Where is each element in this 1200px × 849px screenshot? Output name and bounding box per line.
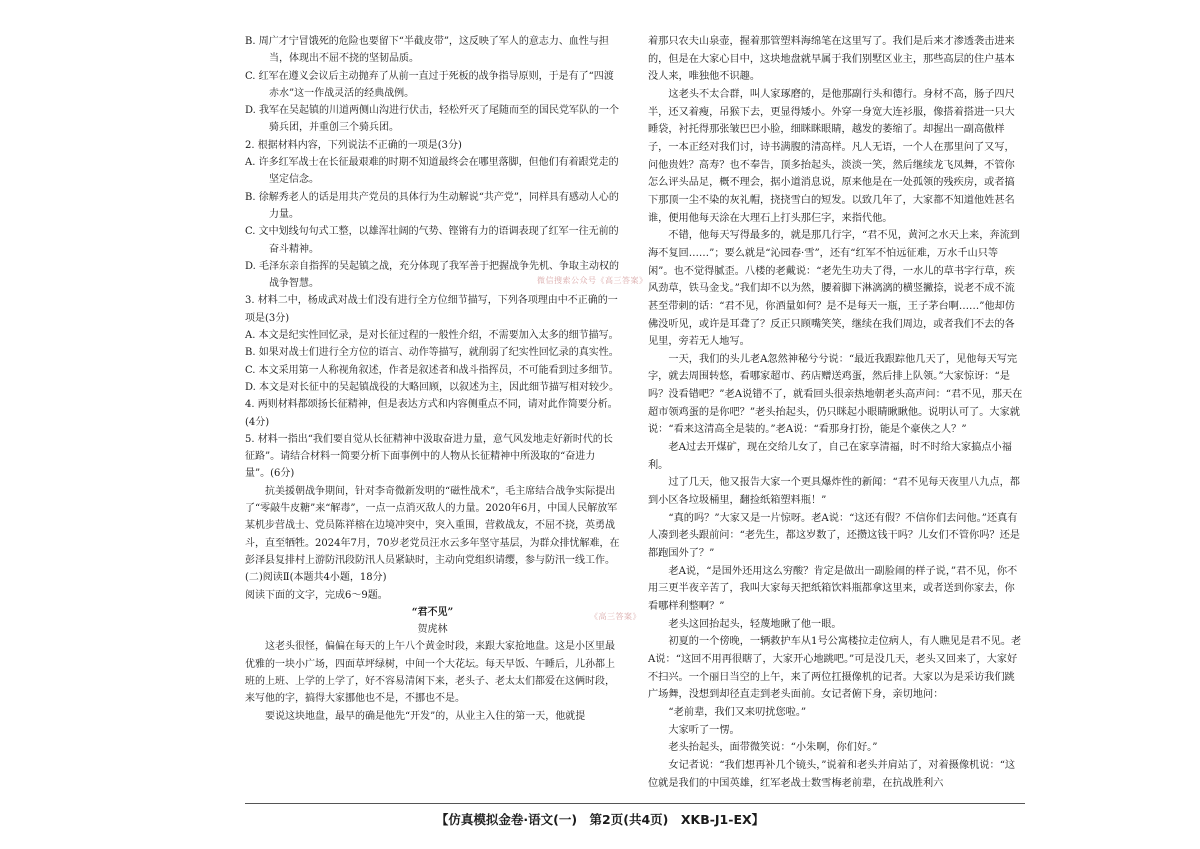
story-paragraph: 这老头不太合群，叫人家琢磨的，是他那副行头和德行。身材不高，肠子四尺半，还又着瘦，吊猴下去，更显得矮小。外穿一身宽大连衫服，像搭着搭进一只大睡袋，衬托得那张皱巴巴小脸，细眯眯眼睛，越发的萎缩了。却握出一副高傲样子，一本正经对我们讨，诗书满腹的清高样。凡人无语，一个人在那里问了又写，问他贵姓？高寿？也不奉告，顶多抬起头，淡淡一笑，然后继续龙飞凤舞，不管你怎么评头品足，概不理会，据小道消息说，原来他是在一处孤领的残疾房，或者搞下那顶一尘不染的灰礼帽，挠挠雪白的短发。以致几年了，大家都不知道他姓甚名谁，便用他每天涂在大理石上打头那仨字，来指代他。 — [648, 88, 1015, 224]
story-paragraph: 老头这回抬起头，轻蔑地瞅了他一眼。 — [668, 618, 842, 630]
q3-option-c: C. 本文采用第一人称视角叙述，作者是叙述者和战斗指挥员，不可能看到过多细节。 — [245, 364, 619, 376]
story-paragraph: 这老头很怪，偏偏在每天的上午八个黄金时段，来跟大家抢地盘。这是小区里最优雅的一块小广场，四面草坪绿树，中间一个大花坛。每天早饭、午睡后，儿孙都上班的上班、上学的上学了，好不容易清闲下来，老头子、老太太们都爱在这俩时段，来写他的字，搞得大家挪他也不是，不挪也不是。 — [245, 641, 615, 705]
right-column — [648, 33, 1023, 792]
section-instruction: 阅读下面的文字，完成6～9题。 — [245, 589, 388, 601]
story-author: 贺虎林 — [417, 624, 448, 636]
story-paragraph: 女记者说：“我们想再补几个镜头，”说着和老头并肩站了，对着摄像机说：“这位就是我们的中国英雄，红军老战士数雪梅老前辈，在抗战胜利六 — [648, 759, 1016, 789]
story-paragraph: 老头抬起头，面带微笑说：“小朱啊，你们好。” — [668, 742, 878, 754]
q2-option-b: B. 徐解秀老人的话是用共产党员的具体行为生动解说“共产党”，同样具有感动人心的力量。 — [245, 191, 619, 220]
question-3-stem: 3. 材料二中，杨成武对战士们没有进行全方位细节描写，下列各项理由中不正确的一项是(3分) — [245, 295, 618, 324]
watermark-text: 微信搜索公众号《高三答案》 — [537, 276, 648, 285]
story-paragraph: “真的吗？”大家又是一片惊呀。老A说：“这还有假？不信你们去问他。”还真有人凑到老头跟前问：“老先生，都这岁数了，还攒这钱干吗？儿女们不管你吗？还是都跑国外了？” — [648, 512, 1020, 560]
story-paragraph: 不错，他每天写得最多的，就是那几行字，“君不见，黄河之水天上来，奔流到海不复回……”；要么就是“沁园春·雪”，还有“红军不怕远征难，万水千山只等闲”。也不觉得腻歪。八楼的老戴说：“老先生功夫了得，一水儿的草书字行草，疾风劲草，铁马金戈。”我们却不以为然，腰着脚下淋漓漓的横竖撇捺，说老不成不流甚至带刺的话：“君不见，你酒量如何？是不是每天一瓶，王子茅台啊……”他却仿佛没听见，或许是耳聋了？反正只顾嘴笑笑，继续在我们周边，或者我们不去的各见里，旁若无人地写。 — [648, 230, 1020, 348]
story-paragraph: 要说这块地盘，最早的确是他先“开发”的，从业主入住的第一天，他就提 — [265, 710, 586, 722]
question-2-stem: 2. 根据材料内容，下列说法不正确的一项是(3分) — [245, 139, 462, 151]
q2-option-d: D. 毛泽东亲自指挥的吴起镇之战，充分体现了我军善于把握战争先机、争取主动权的战争智慧。 — [245, 260, 620, 290]
story-paragraph: 一天，我们的头儿老A忽然神秘兮兮说：“最近我跟踪他几天了，见他每天写完字，就去周围转悠，看哪家超市、药店赠送鸡蛋，然后排上队领。”大家惊讶：“是吗？没看错吧？”老A说错不了，就看回头很亲热地朝老头高声问：“君不见，那天在超市领鸡蛋的是你吧？”老头抬起头，仍只眯起小眼睛瞅瞅他。说明认可了。大家就说：“看来这清高全是装的。”老A说：“看那身打扮，能是个豪侠之人？” — [648, 353, 1023, 436]
story-paragraph: 过了几天，他又报告大家一个更具爆炸性的新闻：“君不见每天夜里八九点，都到小区各垃圾桶里，翻捡纸箱塑料瓶！” — [648, 477, 1020, 507]
q3-option-b: B. 如果对战士们进行全方位的语言、动作等描写，就削弱了纪实性回忆录的真实性。 — [245, 347, 619, 359]
q1-option-c: C. 红军在遵义会议后主动抛弃了从前一直过于死板的战争指导原则，于是有了“四渡赤水”这一作战灵活的经典战例。 — [245, 70, 614, 99]
q1-option-d: D. 我军在吴起镇的川道两侧山沟进行伏击，轻松歼灭了尾随而至的国民党军队的一个骑兵团，并重创三个骑兵团。 — [245, 105, 620, 134]
section-heading: (二)阅读Ⅱ(本题共4小题，18分) — [245, 572, 387, 584]
page-footer: 【仿真模拟金卷·语文(一) 第2页(共4页) XKB-J1-EX】 — [435, 812, 765, 827]
q3-option-a: A. 本文是纪实性回忆录，是对长征过程的一般性介绍，不需要加入太多的细节描写。 — [245, 330, 619, 342]
question-4: 4. 两则材料都颂扬长征精神，但是表达方式和内容侧重点不同，请对此作简要分析。(4分) — [245, 399, 618, 428]
story-title: “君不见” — [411, 606, 454, 618]
q1-option-b: B. 周广才宁冒饿死的危险也要留下“半截皮带”，这反映了军人的意志力、血性与担当，体现出不屈不挠的坚韧品质。 — [245, 36, 609, 65]
story-paragraph: 初夏的一个傍晚，一辆救护车从1号公寓楼拉走位病人，有人瞧见是君不见。老A说：“这回不用再很瞎了，大家开心地跳吧。”可是没几天，老头又回来了，大家好不扫兴。一个丽日当空的上午，来了两位扛摄像机的记者。大家以为是采访我们跳广场舞，没想到却径直走到老头面前。女记者俯下身，亲切地问： — [648, 636, 1022, 701]
q2-option-a: A. 许多红军战士在长征最艰难的时期不知道最终会在哪里落脚，但他们有着跟党走的坚定信念。 — [245, 157, 619, 186]
left-column — [245, 33, 620, 725]
story-paragraph: 着那只农夫山泉壶，握着那管塑料海绵笔在这里写了。我们是后来才渗透袭击进来的，但是在大家心目中，这块地盘就早属于我们别墅区业主，那些高层的住户基本没人来，唯独他不识趣。 — [648, 36, 1015, 83]
question-5-case: 抗美援朝战争期间，针对李奇微新发明的“磁性战术”，毛主席结合战争实际提出了“零敲牛皮糖”来“解毒”，一点一点消灭敌人的力量。2020年6月，中国人民解放军某机步营战士、党员陈祥榕在边境冲突中，突入重围，营救战友，不屈不挠，英勇战斗，直至牺牲。2024年7月，70岁老党员汪水云多年坚守基层，为群众排忧解难，在彭泽县复排村上游防汛段防汛人员紧缺时，主动向党组织请缨，参与防汛一线工作。 — [245, 485, 620, 566]
story-paragraph: 老A说，“是国外还用这么穷酸？肯定是做出一副脸闹的样子说，”君不见，你不用三更半夜辛苦了，我叫大家每天把纸箱饮料瓶都拿这里来，或者送到你家去，你看哪样利整啊？” — [648, 565, 1018, 612]
story-paragraph: 老A过去开煤矿，现在交给儿女了，自己在家享清福，时不时给大家搞点小福利。 — [648, 442, 1012, 471]
story-paragraph: 大家听了一愣。 — [668, 724, 740, 736]
q2-option-c: C. 文中划线句句式工整，以雄浑壮阔的气势、铿锵有力的语调表现了红军一往无前的奋斗精神。 — [245, 226, 619, 255]
story-paragraph: “老前辈，我们又来叨扰您啦。” — [668, 706, 807, 718]
question-5: 5. 材料一指出“我们要自觉从长征精神中汲取奋进力量，意气风发地走好新时代的长征路”。请结合材料一简要分析下面事例中的人物从长征精神中所汲取的“奋进力量”。(6分) — [245, 433, 613, 480]
watermark-text: 《高三答案》 — [590, 612, 641, 621]
q3-option-d: D. 本文是对长征中的吴起镇战役的大略回顾，以叙述为主，因此细节描写相对较少。 — [245, 381, 620, 393]
footer-divider — [245, 803, 1025, 804]
